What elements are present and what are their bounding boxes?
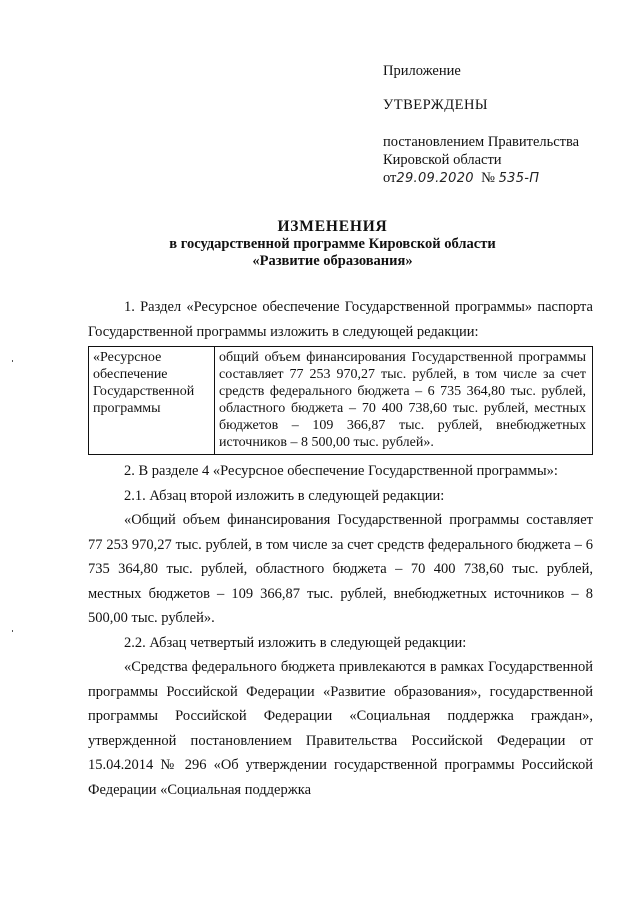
document-heading	[80, 218, 585, 270]
handwritten-number: 535-П	[498, 171, 540, 186]
number-prefix: №	[481, 170, 495, 186]
table-cell-label: «Ресурсное обеспечение Государственной программы	[89, 347, 215, 455]
scan-margin-mark	[12, 360, 13, 362]
date-prefix: от	[383, 170, 397, 186]
heading-subtitle-line-2: «Развитие образования»	[252, 253, 413, 269]
document-body	[88, 295, 593, 802]
heading-title: ИЗМЕНЕНИЯ	[277, 218, 388, 235]
paragraph-6: «Средства федерального бюджета привлекаются в рамках Государственной программы Российской Федерации «Развитие образования», государственной программы Российской Федерации «Социальная поддержка граждан», утвержденной постановлением Правительства Российской Федерации от 15.04.2014 № 296 «Об утверждении государственной программы Российской Федерации «Социальная поддержка	[88, 659, 593, 798]
resource-table	[88, 346, 593, 455]
paragraph-2: 2. В разделе 4 «Ресурсное обеспечение Государственной программы»:	[124, 463, 558, 479]
handwritten-date: 29.09.2020	[396, 171, 474, 186]
table-cell-value: общий объем финансирования Государственной программы составляет 77 253 970,27 тыс. рублей, в том числе за счет средств федерального бюджета – 6 735 364,80 тыс. рублей, областного бюджета – 70 400 738,60 тыс. рублей, местных бюджетов – 109 366,87 тыс. рублей, внебюджетных источников – 8 500,00 тыс. рублей».	[215, 347, 593, 455]
table-row	[89, 347, 593, 455]
approval-block	[383, 62, 633, 188]
decree-line-2: Кировской области	[383, 152, 502, 168]
decree-line-1: постановлением Правительства	[383, 134, 580, 150]
decree-date-number-line	[383, 169, 633, 188]
paragraph-4: «Общий объем финансирования Государственной программы составляет 77 253 970,27 тыс. рублей, в том числе за счет средств федерального бюджета – 6 735 364,80 тыс. рублей, областного бюджета – 70 400 738,60 тыс. рублей, местных бюджетов – 109 366,87 тыс. рублей, внебюджетных источников – 8 500,00 тыс. рублей».	[88, 512, 593, 626]
heading-subtitle-line-1: в государственной программе Кировской области	[169, 236, 496, 252]
scan-margin-mark	[12, 630, 13, 632]
paragraph-1: 1. Раздел «Ресурсное обеспечение Государственной программы» паспорта Государственной программы изложить в следующей редакции:	[88, 299, 593, 340]
appendix-label: Приложение	[383, 63, 461, 79]
paragraph-5: 2.2. Абзац четвертый изложить в следующей редакции:	[124, 634, 467, 651]
approved-label: УТВЕРЖДЕНЫ	[383, 97, 489, 113]
paragraph-3: 2.1. Абзац второй изложить в следующей редакции:	[124, 487, 445, 504]
